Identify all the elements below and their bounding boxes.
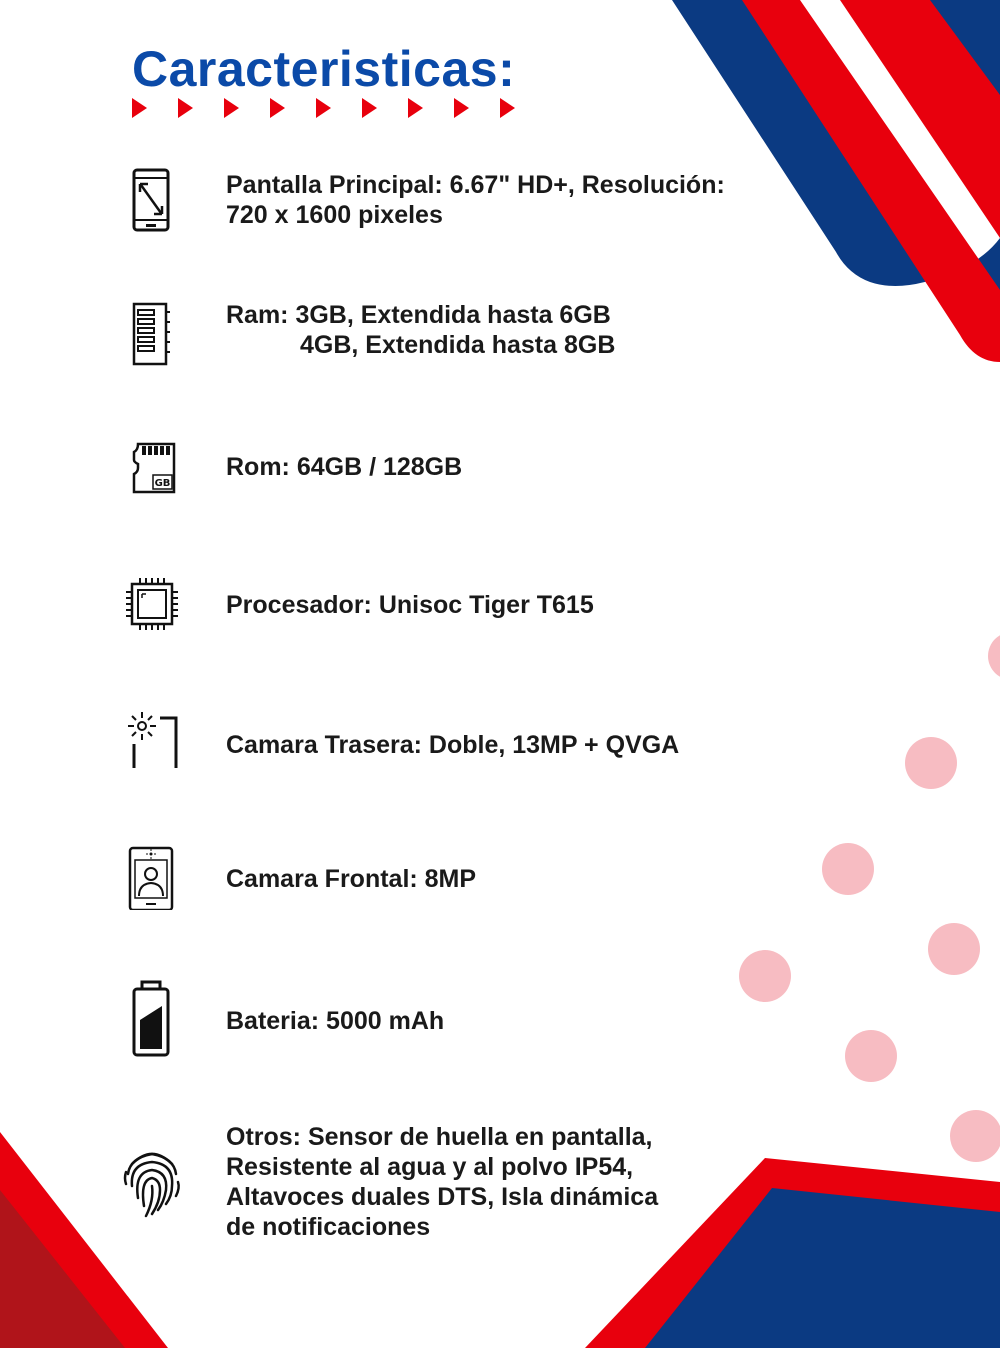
ram-memory-icon xyxy=(120,302,184,366)
feature-rom-text: Rom: 64GB / 128GB xyxy=(226,453,463,481)
memory-card-icon xyxy=(120,440,184,504)
arrow-icon xyxy=(132,98,147,118)
feature-screen-line1: Pantalla Principal: 6.67" HD+, Resolución: xyxy=(226,171,725,199)
feature-battery-text: Bateria: 5000 mAh xyxy=(226,1007,445,1035)
feature-others-line2: Resistente al agua y al polvo IP54, xyxy=(226,1153,634,1181)
arrow-icon xyxy=(362,98,377,118)
cpu-chip-icon xyxy=(120,574,184,638)
arrow-icon xyxy=(178,98,193,118)
arrow-icon xyxy=(270,98,285,118)
arrow-icon xyxy=(316,98,331,118)
feature-front-camera-text: Camara Frontal: 8MP xyxy=(226,865,477,893)
feature-ram-line1: Ram: 3GB, Extendida hasta 6GB xyxy=(226,301,611,329)
arrow-icon xyxy=(454,98,469,118)
feature-screen-line2: 720 x 1600 pixeles xyxy=(226,201,443,229)
feature-rear-camera-text: Camara Trasera: Doble, 13MP + QVGA xyxy=(226,731,680,759)
card-label: GB xyxy=(154,478,171,489)
arrow-icon xyxy=(408,98,423,118)
front-camera-icon xyxy=(120,846,184,910)
feature-others-line4: de notificaciones xyxy=(226,1213,431,1241)
feature-ram-line2: 4GB, Extendida hasta 8GB xyxy=(300,331,616,359)
battery-icon xyxy=(120,980,184,1044)
smartphone-icon xyxy=(120,168,184,232)
feature-others-line1: Otros: Sensor de huella en pantalla, xyxy=(226,1123,653,1151)
rear-camera-icon xyxy=(120,708,184,772)
feature-others-line3: Altavoces duales DTS, Isla dinámica xyxy=(226,1183,659,1211)
arrow-icon xyxy=(224,98,239,118)
feature-cpu-text: Procesador: Unisoc Tiger T615 xyxy=(226,591,594,619)
pink-dots xyxy=(739,632,1000,1162)
fingerprint-icon xyxy=(120,1142,184,1206)
arrow-icon xyxy=(500,98,515,118)
page-title: Caracteristicas: xyxy=(132,41,516,97)
